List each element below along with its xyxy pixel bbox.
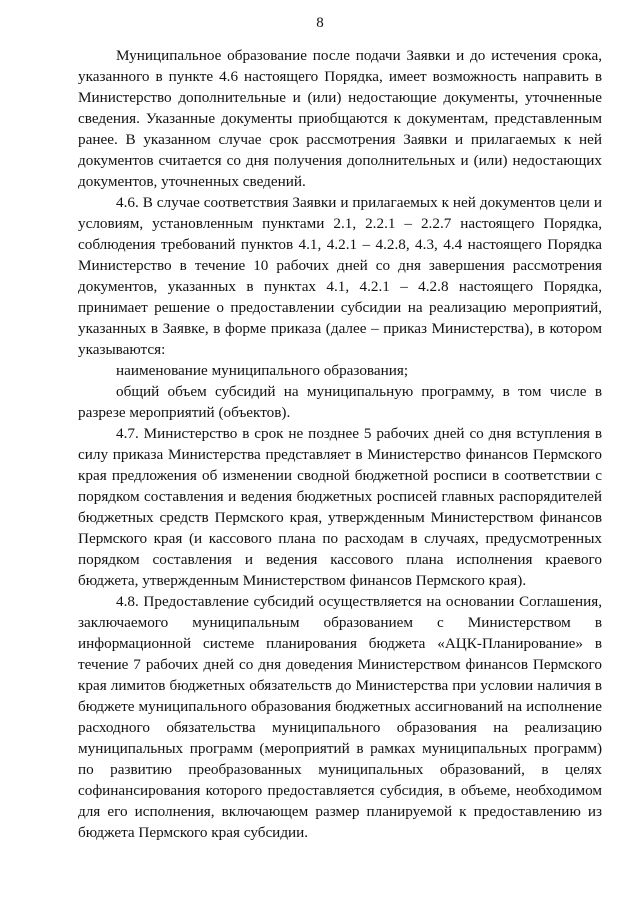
page-number: 8 xyxy=(316,15,324,31)
paragraph-4-8: 4.8. Предоставление субсидий осуществляется на основании Соглашения, заключаемого муниципальным образованием с Министерством в информационной системе планирования бюджета «АЦК-Планирование» в течение 7 рабочих дней со дня доведения Министерством финансов Пермского края лимитов бюджетных обязательств до Министерства при условии наличия в бюджете муниципального образования бюджетных ассигнований на исполнение расходного обязательства муниципального образования на реализацию муниципальных программ (мероприятий в рамках муниципальных программ) по развитию преобразованных муниципальных образований, в целях софинансирования которого предоставляется субсидия, в объеме, необходимом для его исполнения, включающем размер планируемой к предоставлению из бюджета Пермского края субсидии. xyxy=(78,593,602,841)
list-item-municipality-name: наименование муниципального образования; xyxy=(116,362,409,379)
list-item-subsidy-volume: общий объем субсидий на муниципальную программу, в том числе в разрезе мероприятий (объектов). xyxy=(78,383,602,421)
paragraph-4-6: 4.6. В случае соответствия Заявки и прилагаемых к ней документов цели и условиям, установленным пунктами 2.1, 2.2.1 – 2.2.7 настоящего Порядка, соблюдения требований пунктов 4.1, 4.2.1 – 4.2.8, 4.3, 4.4 настоящего Порядка Министерство в течение 10 рабочих дней со дня завершения рассмотрения документов, указанных в пунктах 4.1, 4.2.1 – 4.2.8 настоящего Порядка, принимает решение о предоставлении субсидии на реализацию мероприятий, указанных в Заявке, в форме приказа (далее – приказ Министерства), в котором указываются: xyxy=(78,194,602,358)
paragraph-document-supplement: Муниципальное образование после подачи Заявки и до истечения срока, указанного в пункте 4.6 настоящего Порядка, имеет возможность направить в Министерство дополнительные и (или) недостающие документы, уточненные сведения. Указанные документы приобщаются к документам, представленным ранее. В указанном случае срок рассмотрения Заявки и прилагаемых к ней документов считается со дня получения дополнительных и (или) недостающих документов, уточненных сведений. xyxy=(78,47,602,190)
paragraph-4-7: 4.7. Министерство в срок не позднее 5 рабочих дней со дня вступления в силу приказа Министерства представляет в Министерство финансов Пермского края предложения об изменении сводной бюджетной росписи в соответствии с порядком составления и ведения бюджетных росписей главных распорядителей бюджетных средств Пермского края, утвержденным Министерством финансов Пермского края (и кассового плана по расходам в случаях, предусмотренных порядком составления и ведения кассового плана исполнения краевого бюджета, утвержденным Министерством финансов Пермского края). xyxy=(78,425,602,589)
document-body xyxy=(78,45,602,843)
